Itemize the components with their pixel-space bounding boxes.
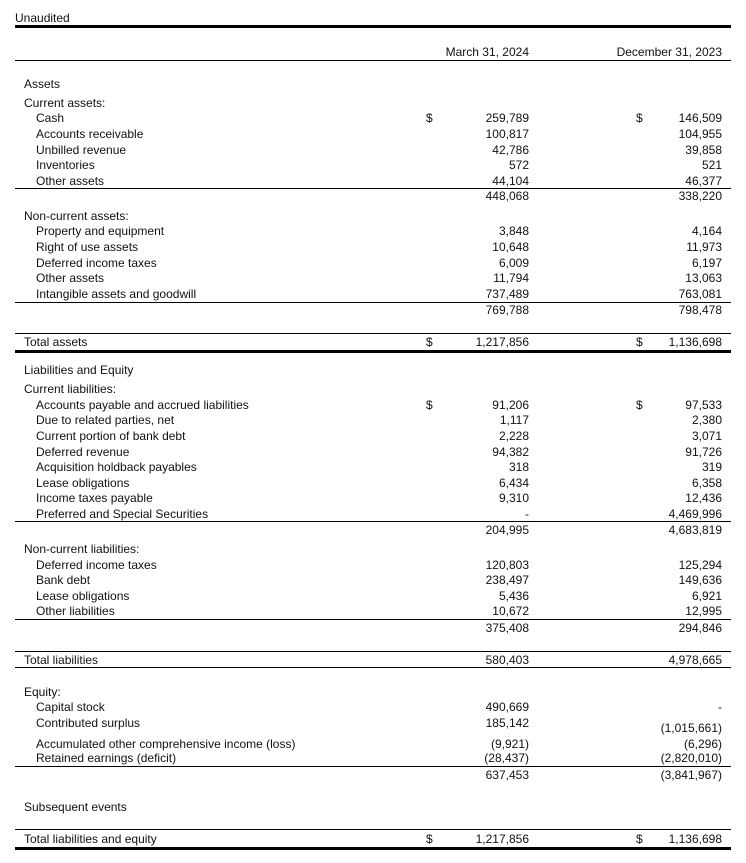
value-december-2023: (1,015,661) xyxy=(660,721,722,735)
row-label: Other liabilities xyxy=(36,604,115,618)
row-label: Unbilled revenue xyxy=(36,143,127,157)
subtotal-rule xyxy=(15,188,731,189)
row-label: Accumulated other comprehensive income (loss) xyxy=(36,737,296,751)
subsection-title-non-current-assets: Non-current assets: xyxy=(24,209,129,223)
value-march-2024: 91,206 xyxy=(492,398,529,412)
subtotal-rule xyxy=(15,521,731,522)
value-december-2023: 4,978,665 xyxy=(668,653,722,667)
row-label: Other assets xyxy=(36,174,105,188)
value-december-2023: 4,164 xyxy=(691,224,722,238)
row-label: Cash xyxy=(36,111,65,125)
value-december-2023: 6,197 xyxy=(691,256,722,270)
value-march-2024: 11,794 xyxy=(493,271,529,285)
row-label: Lease obligations xyxy=(36,476,130,490)
column-header-march-2024: March 31, 2024 xyxy=(445,45,529,59)
total-rule xyxy=(15,667,731,668)
value-december-2023: 6,921 xyxy=(691,589,722,603)
row-label: Property and equipment xyxy=(36,224,165,238)
row-label: Total liabilities and equity xyxy=(24,832,157,846)
row-label: Deferred revenue xyxy=(36,445,130,459)
value-march-2024: 572 xyxy=(508,158,529,172)
value-december-2023: 2,380 xyxy=(691,413,722,427)
value-december-2023: 521 xyxy=(701,158,722,172)
value-december-2023: 39,858 xyxy=(685,143,722,157)
row-label: Accounts receivable xyxy=(36,127,144,141)
value-march-2024: 94,382 xyxy=(492,445,529,459)
currency-symbol: $ xyxy=(426,398,433,412)
value-december-2023: 125,294 xyxy=(678,558,722,572)
value-december-2023: (6,296) xyxy=(683,737,722,751)
value-march-2024: 259,789 xyxy=(485,111,529,125)
value-march-2024: 10,672 xyxy=(492,604,529,618)
value-december-2023: 97,533 xyxy=(685,398,722,412)
value-march-2024: 6,434 xyxy=(498,476,529,490)
total-rule xyxy=(15,333,731,334)
value-march-2024: 5,436 xyxy=(498,589,529,603)
row-label: Total liabilities xyxy=(24,653,99,667)
value-december-2023: 294,846 xyxy=(678,621,722,635)
value-december-2023: 104,955 xyxy=(678,127,722,141)
value-december-2023: 6,358 xyxy=(691,476,722,490)
currency-symbol: $ xyxy=(636,398,643,412)
row-label: Right of use assets xyxy=(36,240,139,254)
value-march-2024: 120,803 xyxy=(485,558,529,572)
subtotal-rule xyxy=(15,619,731,620)
value-march-2024: - xyxy=(525,507,529,521)
row-label: Bank debt xyxy=(36,573,91,587)
row-label: Other assets xyxy=(36,271,105,285)
subtotal-rule xyxy=(15,766,731,767)
row-label: Due to related parties, net xyxy=(36,413,175,427)
value-march-2024: 490,669 xyxy=(485,700,529,714)
value-march-2024: 637,453 xyxy=(485,768,529,782)
total-rule-thick xyxy=(15,847,731,850)
value-december-2023: 763,081 xyxy=(678,287,722,301)
value-december-2023: 149,636 xyxy=(678,573,722,587)
value-march-2024: 42,786 xyxy=(492,143,529,157)
value-march-2024: 185,142 xyxy=(485,716,529,730)
value-december-2023: 3,071 xyxy=(691,429,722,443)
value-december-2023: 91,726 xyxy=(685,445,722,459)
value-december-2023: 11,973 xyxy=(686,240,722,254)
value-december-2023: 46,377 xyxy=(685,174,722,188)
value-march-2024: 1,217,856 xyxy=(475,832,529,846)
header-rule-thick xyxy=(15,25,731,28)
value-march-2024: 2,228 xyxy=(498,429,529,443)
row-label: Deferred income taxes xyxy=(36,558,157,572)
value-march-2024: 318 xyxy=(508,460,529,474)
value-march-2024: (9,921) xyxy=(490,737,529,751)
value-december-2023: 798,478 xyxy=(678,303,722,317)
value-march-2024: 6,009 xyxy=(498,256,529,270)
subsection-title-current-assets: Current assets: xyxy=(24,96,106,110)
value-december-2023: 12,995 xyxy=(685,604,722,618)
value-march-2024: 9,310 xyxy=(498,491,529,505)
value-march-2024: 448,068 xyxy=(485,189,529,203)
value-december-2023: 1,136,698 xyxy=(668,335,722,349)
value-march-2024: 204,995 xyxy=(485,523,529,537)
value-december-2023: 13,063 xyxy=(685,271,722,285)
row-label: Current portion of bank debt xyxy=(36,429,186,443)
row-label: Retained earnings (deficit) xyxy=(36,751,177,765)
subtotal-rule xyxy=(15,302,731,303)
unaudited-label: Unaudited xyxy=(15,11,70,25)
value-december-2023: 12,436 xyxy=(685,491,722,505)
currency-symbol: $ xyxy=(426,832,433,846)
currency-symbol: $ xyxy=(426,335,433,349)
value-march-2024: 375,408 xyxy=(485,621,529,635)
column-header-december-2023: December 31, 2023 xyxy=(616,45,722,59)
header-rule xyxy=(15,60,731,61)
value-march-2024: 737,489 xyxy=(485,287,529,301)
value-march-2024: 3,848 xyxy=(498,224,529,238)
subsection-title-non-current-liabilities: Non-current liabilities: xyxy=(24,542,140,556)
total-rule xyxy=(15,829,731,830)
value-march-2024: 769,788 xyxy=(485,303,529,317)
section-title-assets: Assets xyxy=(24,77,61,91)
row-label: Inventories xyxy=(36,158,95,172)
currency-symbol: $ xyxy=(636,335,643,349)
total-rule-thick xyxy=(15,350,731,353)
row-label: Income taxes payable xyxy=(36,491,153,505)
subsequent-events-label: Subsequent events xyxy=(24,800,127,814)
row-label: Acquisition holdback payables xyxy=(36,460,197,474)
row-label: Deferred income taxes xyxy=(36,256,157,270)
value-december-2023: 1,136,698 xyxy=(668,832,722,846)
value-march-2024: 10,648 xyxy=(492,240,529,254)
row-label: Accounts payable and accrued liabilities xyxy=(36,398,249,412)
value-march-2024: 238,497 xyxy=(485,573,529,587)
value-march-2024: 44,104 xyxy=(492,174,529,188)
subsection-title-current-liabilities: Current liabilities: xyxy=(24,382,117,396)
value-december-2023: 146,509 xyxy=(678,111,722,125)
row-label: Preferred and Special Securities xyxy=(36,507,209,521)
value-march-2024: 1,117 xyxy=(499,413,529,427)
value-december-2023: - xyxy=(718,700,722,714)
currency-symbol: $ xyxy=(426,111,433,125)
value-december-2023: 338,220 xyxy=(678,189,722,203)
currency-symbol: $ xyxy=(636,832,643,846)
value-march-2024: 1,217,856 xyxy=(475,335,529,349)
section-title-liabilities-equity: Liabilities and Equity xyxy=(24,363,134,377)
value-march-2024: 580,403 xyxy=(485,653,529,667)
value-december-2023: 4,469,996 xyxy=(668,507,722,521)
value-december-2023: 4,683,819 xyxy=(668,523,722,537)
total-rule xyxy=(15,651,731,652)
row-label: Capital stock xyxy=(36,700,105,714)
value-march-2024: 100,817 xyxy=(485,127,529,141)
row-label: Lease obligations xyxy=(36,589,130,603)
row-label: Total assets xyxy=(24,335,88,349)
value-december-2023: 319 xyxy=(701,460,722,474)
value-march-2024: (28,437) xyxy=(484,751,529,765)
row-label: Contributed surplus xyxy=(36,716,141,730)
value-december-2023: (3,841,967) xyxy=(660,768,722,782)
row-label: Intangible assets and goodwill xyxy=(36,287,197,301)
subsection-title-equity: Equity: xyxy=(24,685,61,699)
value-december-2023: (2,820,010) xyxy=(660,751,722,765)
currency-symbol: $ xyxy=(636,111,643,125)
